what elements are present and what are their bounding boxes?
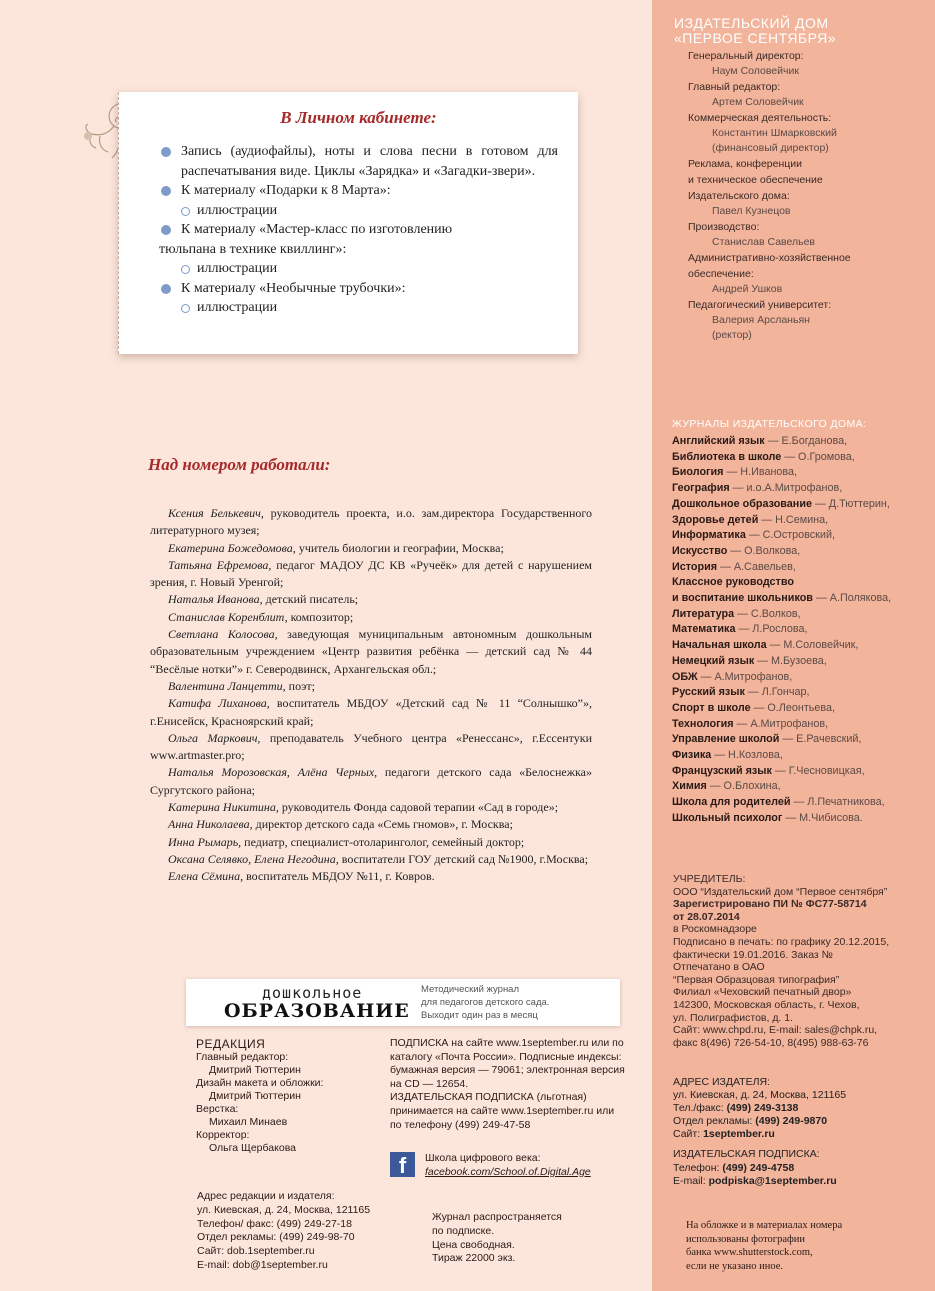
cabinet-subitem-text: иллюстрации <box>197 202 278 218</box>
journal-item <box>672 779 932 795</box>
journal-item <box>672 638 932 654</box>
staff-person: (финансовый директор) <box>712 142 829 154</box>
staff-person: Артем Соловейчик <box>712 96 804 108</box>
credit-desc: педиатр, специалист-отоларинголог, семейный доктор; <box>241 834 525 849</box>
photo-note-line: банка www.shutterstock.com, <box>686 1247 813 1258</box>
editorial-person: Дмитрий Тюттерин <box>209 1090 301 1102</box>
journal-title: Дошкольное образование <box>672 497 812 510</box>
office-line: ул. Киевская, д. 24, Москва, 121165 <box>197 1203 371 1216</box>
journal-editor: — А.Савельев, <box>717 560 796 573</box>
cabinet-subitem <box>159 201 558 221</box>
journal-editor: — О.Леонтьева, <box>750 701 836 714</box>
staff-person: Валерия Арсланьян <box>712 314 810 326</box>
journal-title: Технология <box>672 717 734 730</box>
credit-item <box>150 799 592 816</box>
credit-desc: композитор; <box>287 609 354 624</box>
publisher-address-block <box>673 1076 928 1141</box>
journal-item <box>672 434 932 450</box>
journal-editor: — М.Чибисова. <box>782 811 863 824</box>
journal-item <box>672 591 932 607</box>
distribution-block <box>432 1211 632 1266</box>
journal-title: Информатика <box>672 529 746 542</box>
journal-item <box>672 513 932 529</box>
editorial-person: Дмитрий Тюттерин <box>209 1064 301 1076</box>
photo-note-line: На обложке и в материалах номера <box>686 1220 843 1231</box>
cabinet-list <box>159 142 558 318</box>
journal-editor: — Е.Богданова, <box>764 435 848 447</box>
facebook-label: Школа цифрового века: <box>425 1152 541 1164</box>
bullet-icon <box>161 225 171 235</box>
journal-title: Английский язык <box>672 435 765 447</box>
journal-title: Искусство <box>672 544 728 557</box>
staff-role: Генеральный директор: <box>688 50 804 62</box>
founder-reg-date: от 28.07.2014 <box>673 910 740 923</box>
credit-item <box>150 505 592 540</box>
credit-name: Анна Николаева, <box>168 817 253 832</box>
editorial-role: Корректор: <box>196 1129 250 1141</box>
journal-title: и воспитание школьников <box>672 592 813 605</box>
credit-name: Ксения Белькевич, <box>168 506 264 520</box>
bullet-icon <box>161 186 171 196</box>
journal-editor: — Г.Чесновицкая, <box>771 764 865 777</box>
journal-editor: — О.Громова, <box>781 450 855 463</box>
magazine-description <box>421 983 549 1022</box>
credit-desc: заведующая муниципальным автономным дошкольным образовательным учреждением «Центр развития ребёнка — детский сад № 44 “Весёлые нотки”» г. Северодвинск, Архангельская обл.; <box>150 627 592 676</box>
founder-registration: Зарегистрировано ПИ № ФС77-58714 <box>673 898 867 911</box>
ring-bullet-icon <box>181 304 190 313</box>
credit-name: Ольга Маркович, <box>168 730 261 745</box>
subscription-line: ИЗДАТЕЛЬСКАЯ ПОДПИСКА (льготная) <box>390 1091 587 1104</box>
credit-name: Екатерина Божедомова, <box>168 540 296 555</box>
staff-person: Наум Соловейчик <box>712 65 799 77</box>
credit-name: Инна Рымарь, <box>168 834 242 849</box>
credit-item <box>150 626 592 678</box>
publisher-phone-row <box>673 1102 928 1115</box>
magazine-desc-line: Выходит один раз в месяц <box>421 1010 538 1021</box>
journal-title: Школа для родителей <box>672 796 791 809</box>
distribution-line: по подписке. <box>432 1224 495 1237</box>
sub-phone-label: Телефон: <box>673 1161 723 1174</box>
journal-editor: — Н.Иванова, <box>723 466 798 479</box>
subscription-phone-row <box>673 1162 928 1176</box>
journal-title: Литература <box>672 607 735 620</box>
staff-role: Главный редактор: <box>688 81 781 93</box>
credit-name: Татьяна Ефремова, <box>168 557 272 572</box>
journal-editor: — Д.Тюттерин, <box>811 497 890 510</box>
sub-phone-value: (499) 249-4758 <box>722 1161 795 1174</box>
phone-label: Тел./факс: <box>673 1102 727 1114</box>
credit-item <box>150 678 592 695</box>
staff-person: Константин Шмарковский <box>712 127 837 139</box>
credit-name: Наталья Морозовская, Алёна Черных, <box>168 765 378 780</box>
credit-item <box>150 695 592 730</box>
credit-name: Елена Сёмина, <box>168 869 244 884</box>
staff-role: Издательского дома: <box>688 190 790 202</box>
logo-line-2: ОБРАЗОВАНИЕ <box>224 1000 410 1022</box>
credit-item <box>150 816 592 833</box>
cabinet-subitem-text: иллюстрации <box>197 261 278 276</box>
distribution-line: Тираж 22000 экз. <box>432 1252 516 1265</box>
journal-item <box>672 575 932 591</box>
subscription-line: бумажная версия — 79061; электронная версия <box>390 1064 625 1077</box>
credit-desc: воспитатели ГОУ детский сад №1900, г.Москва; <box>338 851 589 866</box>
journal-title: Школьный психолог <box>672 811 783 824</box>
credit-desc: воспитатель МБДОУ №11, г. Ковров. <box>243 869 435 884</box>
publisher-ads-row <box>673 1115 928 1128</box>
bullet-icon <box>161 284 171 294</box>
editorial-heading: РЕДАКЦИЯ <box>196 1037 266 1051</box>
editorial-person: Михаил Минаев <box>209 1116 288 1128</box>
journal-item <box>672 795 932 811</box>
journal-title: Библиотека в школе <box>672 450 782 463</box>
sub-email-label: E-mail: <box>673 1175 709 1187</box>
journal-editor: — М.Соловейчик, <box>766 639 859 652</box>
credit-item <box>150 851 592 868</box>
office-line: Сайт: dob.1september.ru <box>197 1245 315 1258</box>
cabinet-subitem-text: иллюстрации <box>197 300 278 315</box>
logo-line-1: дошкольное <box>262 984 363 1002</box>
facebook-icon[interactable]: f <box>390 1152 415 1177</box>
ads-label: Отдел рекламы: <box>673 1115 756 1127</box>
cabinet-item-text: К материалу «Необычные трубочки»: <box>181 280 406 296</box>
journal-title: Физика <box>672 749 712 762</box>
journal-item <box>672 560 932 576</box>
journal-item <box>672 622 932 638</box>
staff-role: Педагогический университет: <box>688 299 832 311</box>
office-line: Отдел рекламы: (499) 249-98-70 <box>197 1231 355 1244</box>
distribution-line: Журнал распространяется <box>432 1211 562 1223</box>
journal-editor: — О.Блохина, <box>706 780 781 793</box>
journal-title: История <box>672 560 718 573</box>
journal-editor: — А.Полякова, <box>812 592 892 605</box>
journal-editor: — Л.Гончар, <box>744 686 810 699</box>
journal-item <box>672 670 932 686</box>
publisher-site-row <box>673 1128 928 1141</box>
facebook-text <box>425 1152 591 1179</box>
credit-desc: преподаватель Учебного центра «Ренессанс», г.Ессентуки www.artmaster.pro; <box>150 730 592 763</box>
bullet-icon <box>161 147 171 157</box>
credit-desc: учитель биологии и географии, Москва; <box>295 540 504 555</box>
credit-name: Оксана Селявко, Елена Негодина, <box>168 851 339 866</box>
journal-editor: — Н.Козлова, <box>711 749 783 762</box>
cabinet-item <box>159 279 558 299</box>
journal-item <box>672 528 932 544</box>
publisher-name <box>674 16 925 46</box>
office-line: E-mail: dob@1september.ru <box>197 1258 328 1271</box>
journal-item <box>672 685 932 701</box>
photo-note-line: использованы фотографии <box>686 1233 806 1245</box>
journal-editor: — Н.Семина, <box>758 513 829 526</box>
journal-title: Спорт в школе <box>672 701 751 714</box>
credit-item <box>150 609 592 626</box>
founder-heading: УЧРЕДИТЕЛЬ: <box>673 873 746 885</box>
magazine-desc-line: Методический журнал <box>421 984 520 995</box>
credit-item <box>150 868 592 885</box>
print-line: Отпечатано в ОАО <box>673 961 765 974</box>
journal-item <box>672 607 932 623</box>
credit-name: Светлана Колосова, <box>168 627 278 642</box>
editorial-role: Верстка: <box>196 1103 239 1115</box>
journal-editor: — Л.Рослова, <box>735 623 808 636</box>
founder-reg-body: в Роскомнадзоре <box>673 923 757 936</box>
print-line: факс 8(496) 726-54-10, 8(495) 988-63-76 <box>673 1036 869 1049</box>
cabinet-item <box>159 142 558 181</box>
journal-item <box>672 732 932 748</box>
staff-list <box>688 50 925 342</box>
sub-email-value: podpiska@1september.ru <box>708 1175 837 1187</box>
cabinet-item-text: К материалу «Подарки к 8 Марта»: <box>181 183 391 198</box>
subscription-email-row <box>673 1175 928 1189</box>
publisher-address: ул. Киевская, д. 24, Москва, 121165 <box>673 1089 847 1101</box>
journal-item <box>672 811 932 827</box>
journal-editor: — С.Волков, <box>734 607 801 620</box>
credit-desc: руководитель проекта, и.о. зам.директора Государственного литературного музея; <box>150 506 592 538</box>
credit-desc: детский писатель; <box>262 592 359 607</box>
editorial-block <box>196 1038 386 1155</box>
credit-item <box>150 540 592 557</box>
journal-title: Биология <box>672 466 724 479</box>
journal-title: Начальная школа <box>672 639 767 652</box>
journal-item <box>672 717 932 733</box>
cabinet-item-text: Запись (аудиофайлы), ноты и слова песни в готовом для распечатывания виде. Циклы «Зарядка» и «Загадки-звери». <box>181 144 558 179</box>
staff-role: и техническое обеспечение <box>688 174 823 186</box>
credit-name: Станислав Коренблит, <box>168 609 288 624</box>
journal-item <box>672 544 932 560</box>
subscription-line: на CD — 12654. <box>390 1077 469 1090</box>
ads-phone-value: (499) 249-9870 <box>755 1115 828 1127</box>
credit-item <box>150 557 592 592</box>
site-label: Сайт: <box>673 1128 704 1140</box>
print-line: Сайт: www.chpd.ru, E-mail: sales@chpk.ru, <box>673 1024 878 1037</box>
facebook-block <box>390 1152 646 1180</box>
publisher-name-line-2: «ПЕРВОЕ СЕНТЯБРЯ» <box>674 30 837 46</box>
print-line: Филиал «Чеховский печатный двор» <box>673 986 852 999</box>
journal-title: Немецкий язык <box>672 654 755 667</box>
staff-role: Административно-хозяйственное <box>688 252 851 264</box>
subscription-line: по телефону (499) 249-47-58 <box>390 1118 531 1131</box>
editorial-roles <box>196 1051 386 1155</box>
credits-title: Над номером работали: <box>148 455 331 474</box>
staff-person: Станислав Савельев <box>712 236 815 248</box>
staff-person: (ректор) <box>712 329 752 341</box>
magazine-desc-line: для педагогов детского сада. <box>421 997 550 1008</box>
distribution-line: Цена свободная. <box>432 1238 515 1251</box>
journal-item <box>672 465 932 481</box>
journal-editor: — А.Митрофанов, <box>697 670 793 683</box>
ring-bullet-icon <box>181 265 190 274</box>
staff-role: Производство: <box>688 221 760 233</box>
site-value: 1september.ru <box>703 1128 775 1140</box>
credits-list <box>150 505 592 886</box>
publisher-subscription-heading: ИЗДАТЕЛЬСКАЯ ПОДПИСКА: <box>673 1148 820 1160</box>
personal-cabinet-box <box>118 92 578 354</box>
credit-name: Катерина Никитина, <box>168 800 279 815</box>
print-line: Подписано в печать: по графику 20.12.2015, <box>673 935 890 948</box>
print-line: фактически 19.01.2016. Заказ № <box>673 948 833 961</box>
subscription-line: принимается на сайте www.1september.ru или <box>390 1104 615 1117</box>
cabinet-item-text: К материалу «Мастер-класс по изготовлению <box>181 222 453 237</box>
journal-editor: — А.Митрофанов, <box>733 717 829 730</box>
facebook-link[interactable]: facebook.com/School.of.Digital.Age <box>425 1165 591 1178</box>
journal-title: Химия <box>672 780 707 793</box>
journal-item <box>672 748 932 764</box>
office-address-block <box>197 1190 397 1273</box>
cabinet-subitem <box>159 259 558 279</box>
journal-item <box>672 450 932 466</box>
cabinet-item <box>159 220 558 259</box>
publisher-name-line-1: ИЗДАТЕЛЬСКИЙ ДОМ <box>674 15 829 31</box>
subscription-block <box>390 1037 646 1132</box>
office-line: Адрес редакции и издателя: <box>197 1190 335 1202</box>
staff-person: Павел Кузнецов <box>712 205 791 217</box>
ring-bullet-icon <box>181 207 190 216</box>
magazine-logo <box>186 979 414 1026</box>
cabinet-item <box>159 181 558 201</box>
credit-item <box>150 591 592 608</box>
magazine-banner <box>186 979 620 1026</box>
journal-editor: — С.Островский, <box>745 529 835 542</box>
credit-desc: руководитель Фонда садовой терапии «Сад в городе»; <box>278 800 559 815</box>
credit-desc: педагог МАДОУ ДС КВ «Ручеёк» для детей с нарушением зрения, г. Новый Уренгой; <box>150 557 593 590</box>
credit-desc: поэт; <box>285 678 315 693</box>
credit-desc: воспитатель МБДОУ «Детский сад № 11 “Солнышко”», г.Енисейск, Красноярский край; <box>150 696 593 728</box>
journals-heading: ЖУРНАЛЫ ИЗДАТЕЛЬСКОГО ДОМА: <box>672 418 867 430</box>
staff-role: Коммерческая деятельность: <box>688 112 832 124</box>
subscription-line: каталогу «Почта России». Подписные индексы: <box>390 1050 622 1063</box>
journal-item <box>672 764 932 780</box>
journal-title: География <box>672 482 730 495</box>
editorial-role: Главный редактор: <box>196 1051 289 1063</box>
journal-title: Классное руководство <box>672 576 794 589</box>
staff-person: Андрей Ушков <box>712 283 783 295</box>
editorial-person: Ольга Щербакова <box>209 1142 296 1154</box>
journal-editor: — М.Бузоева, <box>754 654 827 667</box>
journal-item <box>672 654 932 670</box>
publisher-address-heading: АДРЕС ИЗДАТЕЛЯ: <box>673 1076 770 1088</box>
journal-title: Математика <box>672 623 736 636</box>
journal-editor: — Л.Печатникова, <box>790 796 885 809</box>
cabinet-subitem <box>159 298 558 318</box>
credit-item <box>150 764 592 799</box>
journal-title: Русский язык <box>672 686 745 699</box>
journal-title: Французский язык <box>672 764 772 777</box>
print-info <box>673 936 928 1049</box>
credit-name: Катифа Лиханова, <box>168 696 270 711</box>
editorial-role: Дизайн макета и обложки: <box>196 1077 324 1089</box>
journals-list <box>672 434 932 827</box>
photo-note-line: если не указано иное. <box>686 1260 784 1272</box>
journal-editor: — О.Волкова, <box>727 544 801 557</box>
credit-name: Валентина Ланцетти, <box>168 678 286 693</box>
staff-role: обеспечение: <box>688 268 754 280</box>
credit-name: Наталья Иванова, <box>168 592 263 607</box>
cabinet-item-text-cont: тюльпана в технике квиллинг»: <box>159 241 347 257</box>
print-line: 142300, Московская область, г. Чехов, <box>673 998 860 1011</box>
phone-value: (499) 249-3138 <box>726 1102 799 1114</box>
publisher-subscription-block <box>673 1148 928 1189</box>
credit-desc: директор детского сада «Семь гномов», г. Москва; <box>252 817 513 832</box>
office-line: Телефон/ факс: (499) 249-27-18 <box>197 1217 352 1230</box>
journal-editor: — Е.Рачевский, <box>779 733 862 746</box>
print-line: “Первая Образцовая типография” <box>673 973 840 986</box>
founder-org: ООО “Издательский дом “Первое сентября” <box>673 885 888 898</box>
founder-block <box>673 873 928 1049</box>
journal-title: Управление школой <box>672 733 780 746</box>
journal-editor: — и.о.А.Митрофанов, <box>729 482 843 495</box>
journal-item <box>672 701 932 717</box>
credit-item <box>150 730 592 765</box>
cabinet-title: В Личном кабинете: <box>280 108 437 127</box>
credit-item <box>150 834 592 851</box>
journal-title: Здоровье детей <box>672 513 759 526</box>
subscription-line: ПОДПИСКА на сайте www.1september.ru или по <box>390 1037 624 1049</box>
journal-item <box>672 481 932 497</box>
print-line: ул. Полиграфистов, д. 1. <box>673 1011 794 1024</box>
journal-title: ОБЖ <box>672 670 698 683</box>
credit-desc: педагоги детского сада «Белоснежка» Сургутского района; <box>150 765 592 797</box>
staff-role: Реклама, конференции <box>688 158 803 170</box>
photo-credit-note <box>686 1219 886 1273</box>
journal-item <box>672 497 932 513</box>
